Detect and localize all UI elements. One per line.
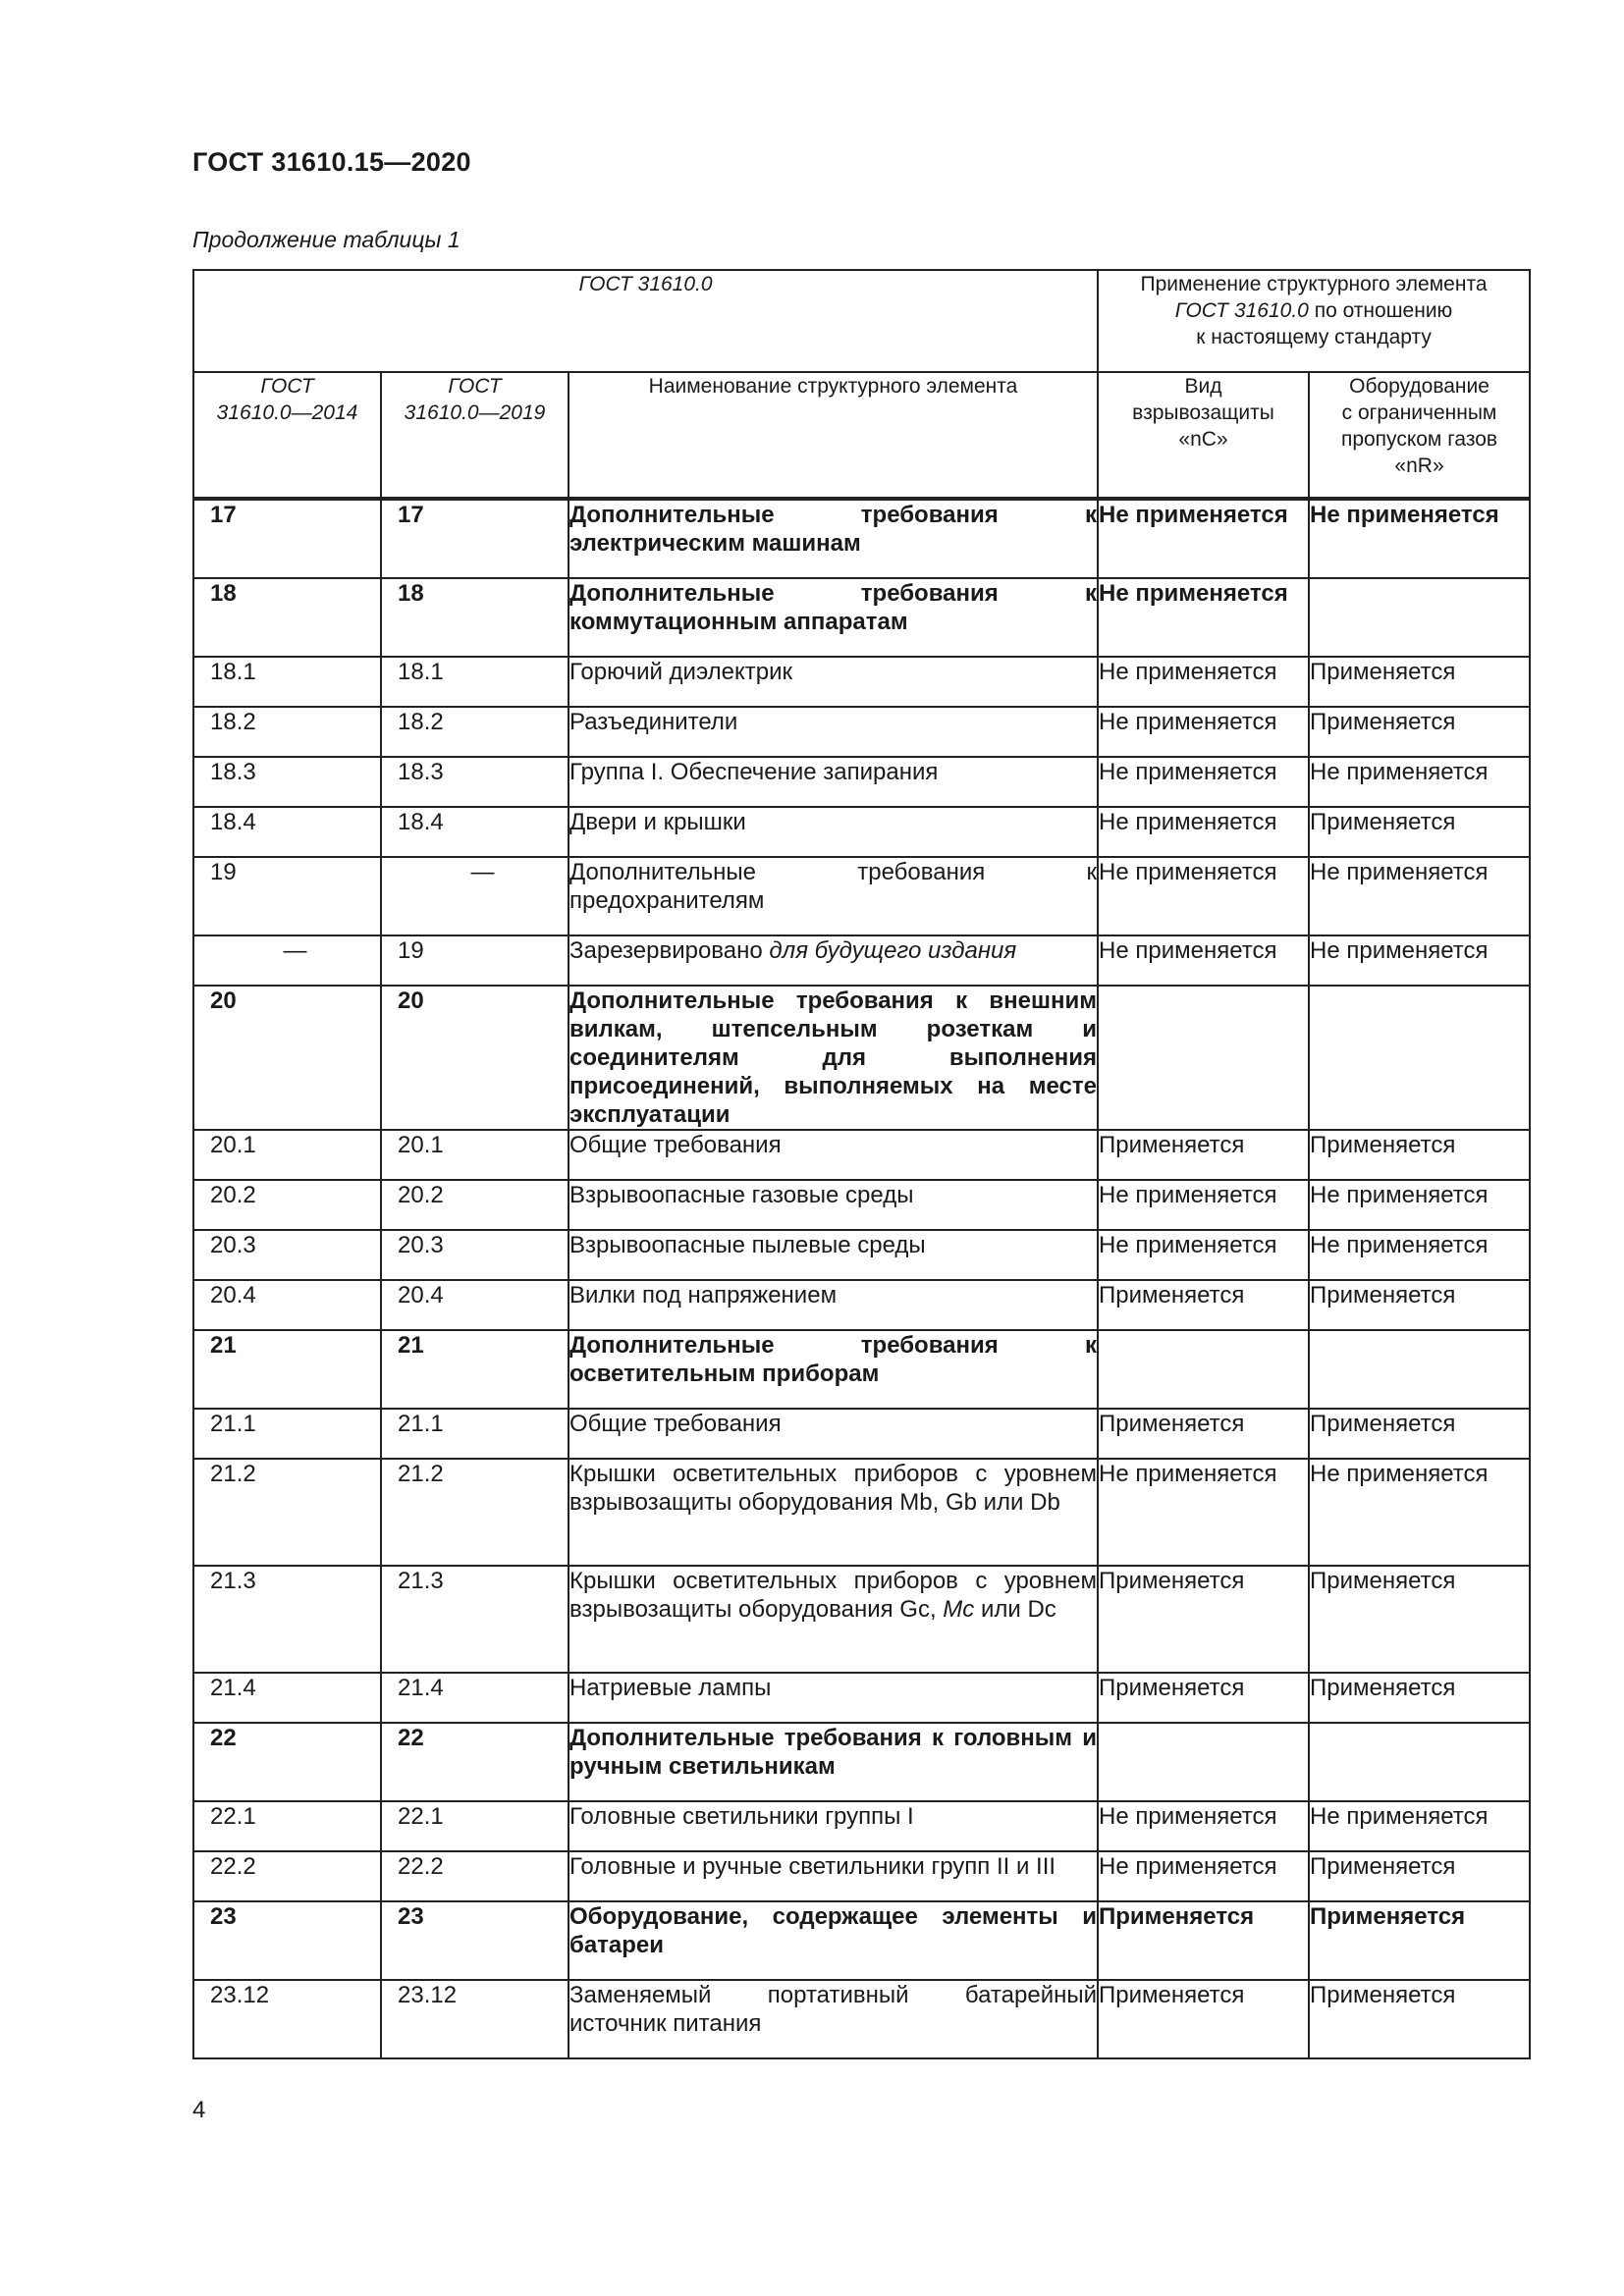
cell-nr: Применяется — [1309, 1566, 1530, 1673]
cell-nc — [1098, 986, 1309, 1130]
cell-2019: 21 — [381, 1330, 568, 1409]
cell-name: Дополнительные требования к коммутационным аппаратам — [568, 578, 1098, 657]
name-text: Крышки осветительных приборов с уровнем взрывозащиты оборудования Gc, — [569, 1568, 1098, 1623]
cell-2014: 22.2 — [193, 1851, 381, 1901]
column-header-name: Наименование структурного элемента — [568, 372, 1098, 498]
name-text-italic: Mc — [943, 1596, 975, 1623]
cell-2019: 18.3 — [381, 757, 568, 807]
cell-name: Дополнительные требования к внешним вилкам, штепсельным розеткам и соединителям для выполнения присоединений, выполняемых на месте эксплуатации — [569, 988, 1098, 1128]
table-row — [193, 757, 1530, 807]
cell-name: Натриевые лампы — [568, 1673, 1098, 1723]
table-row — [193, 807, 1530, 857]
col5-line-c: пропуском газов — [1340, 428, 1498, 451]
cell-nr: Не применяется — [1309, 757, 1530, 807]
cell-name: Дополнительные требования к предохранителям — [568, 857, 1098, 935]
cell-nr: Не применяется — [1309, 1180, 1530, 1230]
cell-2019: 23.12 — [381, 1980, 568, 2058]
col2-line-a: ГОСТ — [448, 375, 502, 398]
cell-nr: Применяется — [1309, 807, 1530, 857]
cell-nr: Не применяется — [1309, 1801, 1530, 1851]
table-row — [193, 857, 1530, 935]
cell-2019: 21.1 — [381, 1409, 568, 1459]
cell-2014: 21.1 — [193, 1409, 381, 1459]
cell-nr: Применяется — [1309, 1980, 1530, 2058]
cell-name: Взрывоопасные газовые среды — [568, 1180, 1098, 1230]
cell-nc — [1098, 1723, 1309, 1801]
cell-name — [568, 935, 1098, 986]
col4-line-c: «nC» — [1178, 428, 1228, 451]
table-row — [193, 986, 1530, 1130]
cell-nc: Применяется — [1098, 1566, 1309, 1673]
cell-name: Головные и ручные светильники групп II и III — [568, 1851, 1098, 1901]
cell-2014: 20.4 — [193, 1280, 381, 1330]
structure-table — [192, 269, 1531, 2059]
column-header-nc — [1098, 372, 1309, 498]
cell-nr — [1309, 986, 1530, 1130]
group-header-line3: к настоящему стандарту — [1196, 326, 1432, 348]
name-text-italic: для будущего издания — [769, 937, 1017, 964]
cell-2019: 18.1 — [381, 657, 568, 707]
document-title: ГОСТ 31610.15—2020 — [192, 147, 471, 177]
table-row — [193, 707, 1530, 757]
cell-nc: Не применяется — [1098, 935, 1309, 986]
col2-line-b: 31610.0—2019 — [404, 401, 546, 424]
cell-nr: Применяется — [1309, 1851, 1530, 1901]
cell-nr — [1309, 578, 1530, 657]
cell-2019: 20.2 — [381, 1180, 568, 1230]
cell-nr: Не применяется — [1309, 1459, 1530, 1566]
cell-nc: Не применяется — [1098, 1230, 1309, 1280]
table-row — [193, 1459, 1530, 1566]
cell-2019: 20.4 — [381, 1280, 568, 1330]
cell-name: Вилки под напряжением — [568, 1280, 1098, 1330]
group-header-line2-rest: по отношению — [1308, 299, 1453, 322]
table-row — [193, 1901, 1530, 1980]
cell-2014: 18.2 — [193, 707, 381, 757]
table-row — [193, 500, 1530, 578]
cell-nc: Не применяется — [1098, 1851, 1309, 1901]
cell-name: Общие требования — [568, 1409, 1098, 1459]
cell-2019: 22 — [381, 1723, 568, 1801]
cell-2014: 20 — [193, 986, 381, 1130]
col1-line-b: 31610.0—2014 — [216, 401, 358, 424]
cell-nc: Не применяется — [1098, 757, 1309, 807]
cell-2019: 21.2 — [381, 1459, 568, 1566]
cell-2019: 20.3 — [381, 1230, 568, 1280]
table-row — [193, 1180, 1530, 1230]
cell-nc: Не применяется — [1098, 807, 1309, 857]
cell-2014: 22.1 — [193, 1801, 381, 1851]
cell-2019: 21.3 — [381, 1566, 568, 1673]
table-row — [193, 1801, 1530, 1851]
table-row — [193, 657, 1530, 707]
cell-nr: Применяется — [1309, 657, 1530, 707]
cell-name: Общие требования — [568, 1130, 1098, 1180]
cell-2019: 18.4 — [381, 807, 568, 857]
cell-2019: 17 — [381, 500, 568, 578]
col4-line-a: Вид — [1184, 375, 1222, 398]
name-text: Зарезервировано — [569, 937, 770, 964]
cell-name: Взрывоопасные пылевые среды — [568, 1230, 1098, 1280]
table-row — [193, 1130, 1530, 1180]
cell-2014: 20.1 — [193, 1130, 381, 1180]
cell-nc: Не применяется — [1098, 857, 1309, 935]
cell-2014: 18 — [193, 578, 381, 657]
col5-line-b: с ограниченным — [1341, 401, 1497, 424]
cell-2019: 22.1 — [381, 1801, 568, 1851]
cell-nc: Применяется — [1098, 1409, 1309, 1459]
cell-2014: 19 — [193, 857, 381, 935]
table-row — [193, 1280, 1530, 1330]
cell-2014: 20.3 — [193, 1230, 381, 1280]
table-row — [193, 1330, 1530, 1409]
cell-2014: 23 — [193, 1901, 381, 1980]
cell-nc: Применяется — [1098, 1130, 1309, 1180]
cell-2014: 17 — [193, 500, 381, 578]
cell-name: Горючий диэлектрик — [568, 657, 1098, 707]
cell-name: Группа I. Обеспечение запирания — [568, 757, 1098, 807]
cell-nc: Не применяется — [1098, 707, 1309, 757]
cell-nr: Не применяется — [1309, 935, 1530, 986]
cell-nc: Не применяется — [1098, 1801, 1309, 1851]
cell-name: Дополнительные требования к осветительным приборам — [568, 1330, 1098, 1409]
cell-nr: Применяется — [1309, 1673, 1530, 1723]
cell-name: Заменяемый портативный батарейный источник питания — [568, 1980, 1098, 2058]
cell-nr: Не применяется — [1309, 857, 1530, 935]
table-row — [193, 1851, 1530, 1901]
group-header-line1: Применение структурного элемента — [1140, 273, 1488, 295]
cell-name: Разъединители — [568, 707, 1098, 757]
group-header-line2-italic: ГОСТ 31610.0 — [1174, 299, 1309, 322]
cell-nc: Не применяется — [1098, 1459, 1309, 1566]
cell-nr: Применяется — [1309, 707, 1530, 757]
cell-nc: Применяется — [1098, 1280, 1309, 1330]
header-row-columns — [193, 372, 1530, 498]
group-header-application — [1098, 270, 1530, 372]
table-row — [193, 1673, 1530, 1723]
cell-2014: 23.12 — [193, 1980, 381, 2058]
cell-2014: 18.3 — [193, 757, 381, 807]
table-row — [193, 578, 1530, 657]
cell-2019: 18 — [381, 578, 568, 657]
cell-2019: 20.1 — [381, 1130, 568, 1180]
table-row — [193, 935, 1530, 986]
cell-nc: Не применяется — [1098, 500, 1309, 578]
table-row — [193, 1723, 1530, 1801]
cell-name: Двери и крышки — [568, 807, 1098, 857]
cell-nc — [1098, 1330, 1309, 1409]
column-header-2019 — [381, 372, 568, 498]
cell-2019: 23 — [381, 1901, 568, 1980]
cell-nr: Применяется — [1309, 1280, 1530, 1330]
col1-line-a: ГОСТ — [260, 375, 314, 398]
cell-name: Оборудование, содержащее элементы и батареи — [568, 1901, 1098, 1980]
cell-2019: 18.2 — [381, 707, 568, 757]
col4-line-b: взрывозащиты — [1132, 401, 1274, 424]
cell-nr — [1309, 1723, 1530, 1801]
table-row — [193, 1230, 1530, 1280]
cell-2014: — — [193, 935, 381, 986]
cell-nr: Не применяется — [1309, 1230, 1530, 1280]
cell-nc: Не применяется — [1098, 1180, 1309, 1230]
cell-2014: 22 — [193, 1723, 381, 1801]
column-header-nr — [1309, 372, 1530, 498]
cell-2014: 21.3 — [193, 1566, 381, 1673]
header-row-group — [193, 270, 1530, 372]
cell-nr: Применяется — [1309, 1901, 1530, 1980]
col5-line-a: Оборудование — [1349, 375, 1489, 398]
cell-2019: 20 — [381, 986, 568, 1130]
cell-nr: Применяется — [1309, 1130, 1530, 1180]
cell-nc: Применяется — [1098, 1980, 1309, 2058]
cell-2014: 18.4 — [193, 807, 381, 857]
cell-nr: Не применяется — [1309, 500, 1530, 578]
cell-name: Дополнительные требования к электрическим машинам — [568, 500, 1098, 578]
cell-nc: Применяется — [1098, 1673, 1309, 1723]
cell-2014: 21 — [193, 1330, 381, 1409]
cell-nc: Применяется — [1098, 1901, 1309, 1980]
page-number: 4 — [192, 2097, 206, 2123]
cell-2014: 18.1 — [193, 657, 381, 707]
cell-name — [568, 1566, 1098, 1673]
cell-2014: 20.2 — [193, 1180, 381, 1230]
cell-nc: Не применяется — [1098, 657, 1309, 707]
table-row — [193, 1566, 1530, 1673]
table-row — [193, 1409, 1530, 1459]
cell-2019: 22.2 — [381, 1851, 568, 1901]
cell-2019: 21.4 — [381, 1673, 568, 1723]
cell-nr: Применяется — [1309, 1409, 1530, 1459]
column-header-2014 — [193, 372, 381, 498]
cell-2014: 21.4 — [193, 1673, 381, 1723]
cell-nr — [1309, 1330, 1530, 1409]
name-text-tail: или Dc — [974, 1596, 1056, 1623]
cell-nc: Не применяется — [1098, 578, 1309, 657]
col5-line-d: «nR» — [1394, 454, 1444, 477]
table-continuation-caption: Продолжение таблицы 1 — [192, 227, 460, 252]
table-row — [193, 1980, 1530, 2058]
cell-2019: — — [381, 857, 568, 935]
cell-name: Головные светильники группы I — [568, 1801, 1098, 1851]
cell-name: Дополнительные требования к головным и ручным светильникам — [568, 1723, 1098, 1801]
cell-name: Крышки осветительных приборов с уровнем взрывозащиты оборудования Mb, Gb или Db — [568, 1459, 1098, 1566]
cell-2014: 21.2 — [193, 1459, 381, 1566]
cell-2019: 19 — [381, 935, 568, 986]
group-header-gost: ГОСТ 31610.0 — [193, 270, 1098, 372]
